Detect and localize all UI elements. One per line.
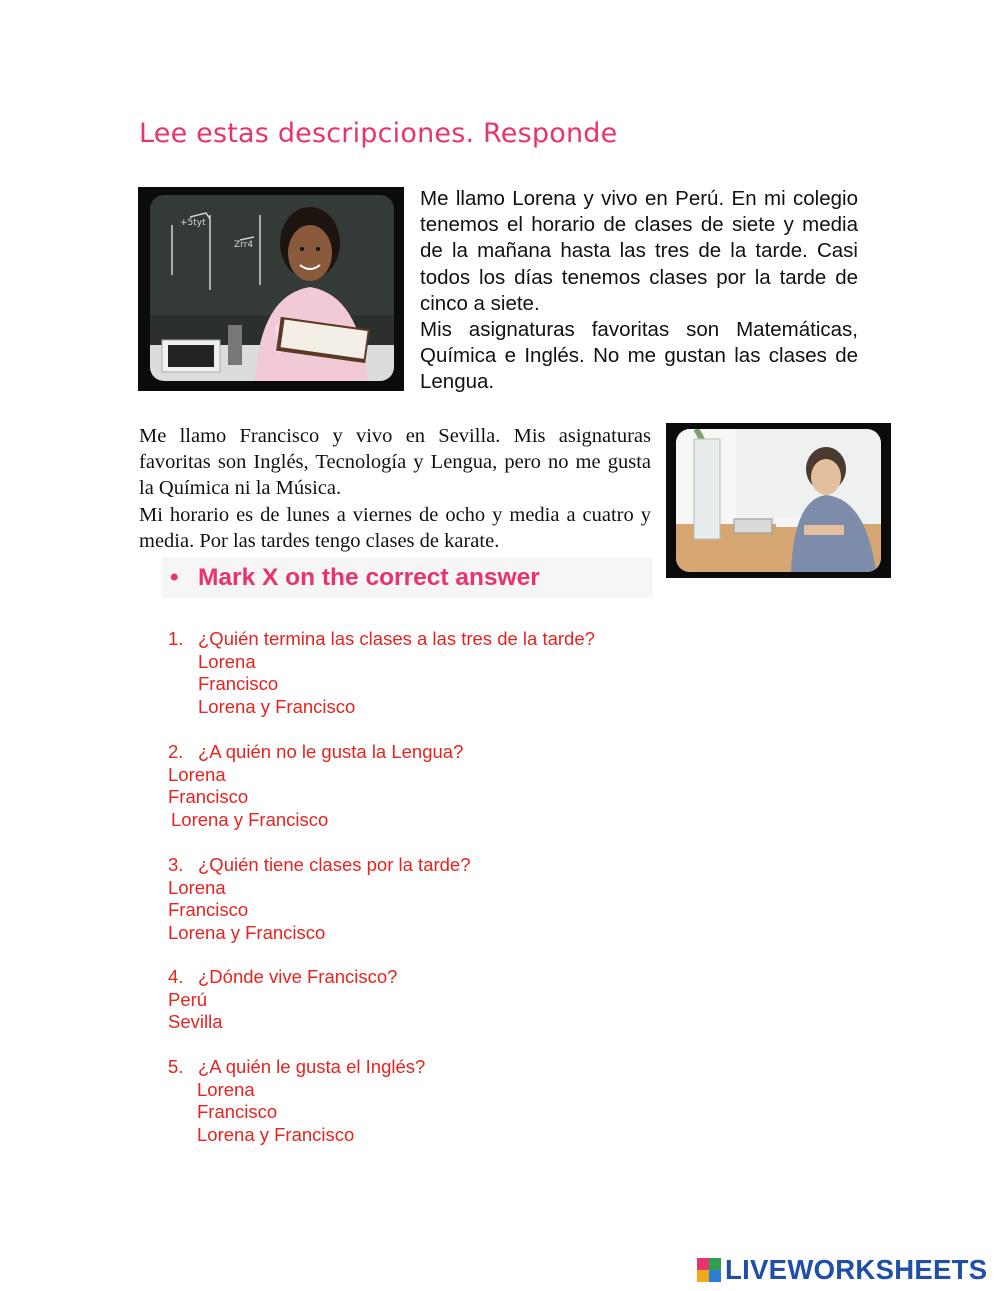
- answer-option[interactable]: Lorena y Francisco: [198, 695, 356, 717]
- question-text: 1. ¿Quién termina las clases a las tres de la tarde?: [168, 628, 595, 649]
- answer-option[interactable]: Lorena y Francisco: [197, 1123, 355, 1145]
- question-3: [168, 854, 471, 944]
- francisco-photo: [666, 423, 891, 578]
- instruction-text: Mark X on the correct answer: [198, 564, 540, 591]
- bullet-icon: •: [170, 564, 179, 591]
- francisco-paragraph-2: Mi horario es de lunes a viernes de ocho y media a cuatro y media. Por las tardes tengo clases de karate.: [139, 503, 651, 552]
- francisco-description: [139, 423, 651, 554]
- answer-option[interactable]: Lorena: [197, 1078, 255, 1100]
- lorena-paragraph-2: Mis asignaturas favoritas son Matemáticas, Química e Inglés. No me gustan las clases de Lengua.: [420, 318, 858, 394]
- answer-option[interactable]: Lorena y Francisco: [168, 921, 326, 943]
- logo-text: LIVEWORKSHEETS: [725, 1254, 988, 1285]
- lorena-paragraph-1: Me llamo Lorena y vivo en Perú. En mi colegio tenemos el horario de clases de siete y media de la mañana hasta las tres de la tarde. Casi todos los días tenemos clases por la tarde de cinco a siete.: [420, 187, 858, 315]
- question-2: [168, 741, 463, 831]
- question-text: 5. ¿A quién le gusta el Inglés?: [168, 1056, 426, 1077]
- answer-option[interactable]: Francisco: [198, 673, 279, 695]
- liveworksheets-logo: [697, 1255, 987, 1285]
- page-title: Lee estas descripciones. Responde: [139, 118, 618, 149]
- answer-option[interactable]: Francisco: [197, 1101, 278, 1123]
- question-text: 2. ¿A quién no le gusta la Lengua?: [168, 741, 464, 762]
- question-text: 3. ¿Quién tiene clases por la tarde?: [168, 854, 471, 875]
- answer-option[interactable]: Francisco: [168, 786, 249, 808]
- logo-blocks-icon: [697, 1258, 721, 1282]
- question-5: [168, 1056, 425, 1146]
- answer-option[interactable]: Lorena: [198, 650, 256, 672]
- svg-text:Zrr4: Zrr4: [234, 240, 254, 250]
- answer-option[interactable]: Francisco: [168, 899, 249, 921]
- question-text: 4. ¿Dónde vive Francisco?: [168, 966, 398, 987]
- francisco-paragraph-1: Me llamo Francisco y vivo en Sevilla. Mis asignaturas favoritas son Inglés, Tecnología y Lengua, pero no me gusta la Química ni la Música.: [139, 425, 651, 500]
- lorena-description: [420, 186, 858, 396]
- lorena-photo: [138, 187, 404, 391]
- answer-option[interactable]: Sevilla: [168, 1011, 223, 1033]
- answer-option[interactable]: Lorena: [168, 876, 226, 898]
- answer-option[interactable]: Lorena y Francisco: [171, 808, 329, 830]
- question-1: [168, 628, 595, 718]
- svg-text:+5tyt: +5tyt: [180, 218, 206, 228]
- answer-option[interactable]: Lorena: [168, 763, 226, 785]
- question-4: [168, 966, 397, 1034]
- instruction-heading: [170, 564, 540, 592]
- answer-option[interactable]: Perú: [168, 988, 208, 1010]
